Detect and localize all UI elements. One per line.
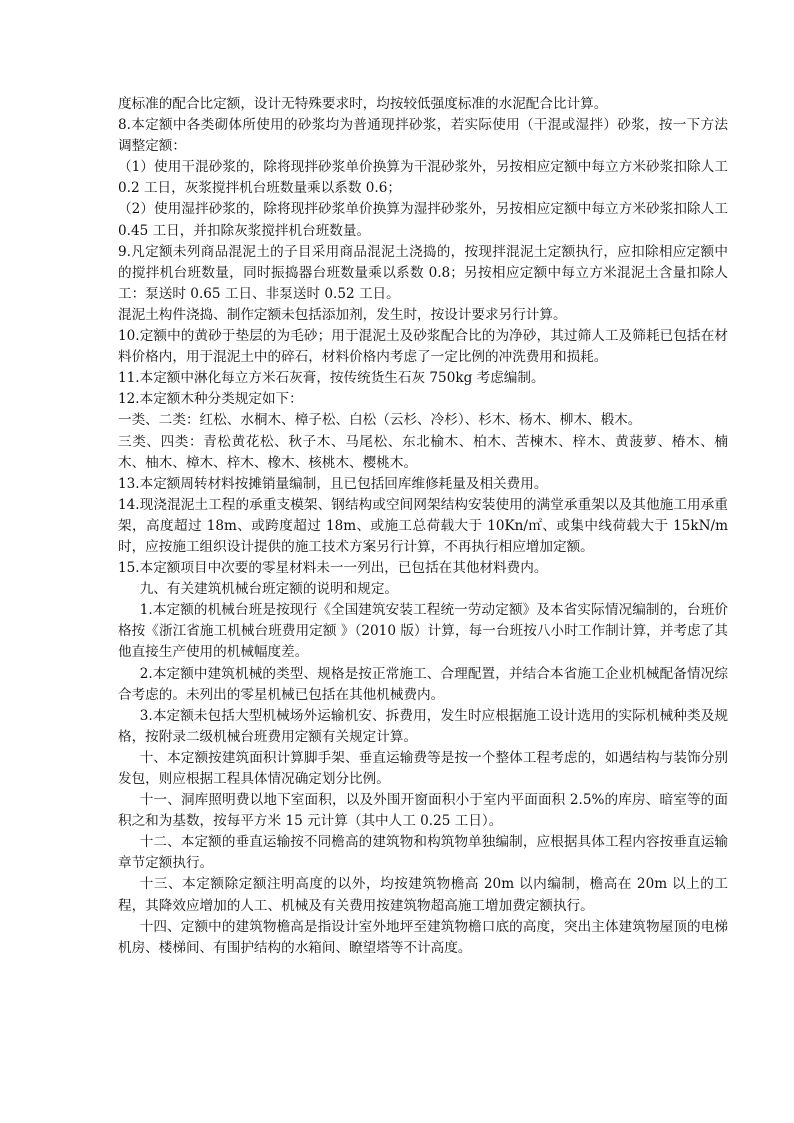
paragraph-item-8-1: （1）使用干混砂浆的，除将现拌砂浆单价换算为干混砂浆外，另按相应定额中每立方米砂浆扣除人工 0.2 工日，灰浆搅拌机台班数量乘以系数 0.6； [118, 159, 728, 197]
paragraph-item-10: 10.定额中的黄砂于垫层的为毛砂；用于混泥土及砂浆配合比的为净砂，其过筛人工及筛耗已包括在材料价格内，用于混泥土中的碎石，材料价格内考虑了一定比例的冲洗费用和损耗。 [118, 328, 728, 366]
document-page [118, 94, 728, 959]
paragraph-machine-2: 2.本定额中建筑机械的类型、规格是按正常施工、合理配置，并结合本省施工企业机械配备情况综合考虑的。未列出的零星机械已包括在其他机械费内。 [118, 665, 728, 703]
paragraph-item-12: 12.本定额木种分类规定如下： [118, 391, 303, 408]
section-13: 十三、本定额除定额注明高度的以外，均按建筑物檐高 20m 以内编制，檐高在 20m 以上的工程，其降效应增加的人工、机械及有关费用按建筑物超高施工增加费定额执行。 [118, 876, 728, 914]
paragraph-wood-class-1-2: 一类、二类：红松、水桐木、樟子松、白松（云杉、冷杉）、杉木、杨木、柳木、椴木。 [118, 412, 642, 429]
section-12: 十二、本定额的垂直运输按不同檐高的建筑物和构筑物单独编制，应根据具体工程内容按垂直运输章节定额执行。 [118, 834, 728, 872]
section-heading-9: 九、有关建筑机械台班定额的说明和规定。 [139, 581, 399, 598]
paragraph-additive-note: 混泥土构件浇捣、制作定额未包括添加剂，发生时，按设计要求另行计算。 [118, 306, 567, 323]
paragraph-item-8: 8.本定额中各类砌体所使用的砂浆均为普通现拌砂浆，若实际使用（干混或湿拌）砂浆，按一下方法调整定额： [118, 117, 728, 155]
paragraph-item-9: 9.凡定额未列商品混泥土的子目采用商品混泥土浇捣的，按现拌混泥土定额执行，应扣除相应定额中的搅拌机台班数量，同时振捣器台班数量乘以系数 0.8；另按相应定额中每立方米混泥土含量扣除人工：泵送时 0.65 工日、非泵送时 0.52 工日。 [118, 243, 728, 302]
paragraph-machine-1: 1.本定额的机械台班是按现行《全国建筑安装工程统一劳动定额》及本省实际情况编制的，台班价格按《浙江省施工机械台班费用定额 》（2010 版）计算，每一台班按八小时工作制计算，并考虑了其他直接生产使用的机械幅度差。 [118, 602, 728, 661]
paragraph-continuation: 度标准的配合比定额，设计无特殊要求时，均按较低强度标准的水泥配合比计算。 [118, 96, 608, 112]
paragraph-item-14: 14.现浇混泥土工程的承重支模架、钢结构或空间网架结构安装使用的满堂承重架以及其他施工用承重架，高度超过 18m、或跨度超过 18m、或施工总荷载大于 10Kn/㎡、或集中线荷载大于 15kN/m 时，应按施工组织设计提供的施工技术方案另行计算，不再执行相应增加定额。 [118, 496, 728, 555]
section-14: 十四、定额中的建筑物檐高是指设计室外地坪至建筑物檐口底的高度，突出主体建筑物屋顶的电梯机房、楼梯间、有围护结构的水箱间、瞭望塔等不计高度。 [118, 918, 728, 956]
paragraph-machine-3: 3.本定额未包括大型机械场外运输机安、拆费用，发生时应根据施工设计选用的实际机械种类及规格，按附录二级机械台班费用定额有关规定计算。 [118, 707, 728, 745]
paragraph-item-8-2: （2）使用湿拌砂浆的，除将现拌砂浆单价换算为湿拌砂浆外，另按相应定额中每立方米砂浆扣除人工 0.45 工日，并扣除灰浆搅拌机台班数量。 [118, 201, 728, 239]
paragraph-item-11: 11.本定额中淋化每立方米石灰膏，按传统货生石灰 750kg 考虑编制。 [118, 370, 545, 387]
section-11: 十一、洞库照明费以地下室面积，以及外围开窗面积小于室内平面面积 2.5%的库房、暗室等的面积之和为基数，按每平方米 15 元计算（其中人工 0.25 工日）。 [118, 792, 728, 830]
paragraph-wood-class-3-4: 三类、四类：青松黄花松、秋子木、马尾松、东北榆木、柏木、苦楝木、梓木、黄菠萝、椿木、楠木、柚木、樟木、梓木、橡木、核桃木、樱桃木。 [118, 433, 728, 471]
section-10: 十、本定额按建筑面积计算脚手架、垂直运输费等是按一个整体工程考虑的，如遇结构与装饰分别发包，则应根据工程具体情况确定划分比例。 [118, 749, 728, 787]
paragraph-item-13: 13.本定额周转材料按摊销量编制，且已包括回库维修耗量及相关费用。 [118, 475, 548, 492]
paragraph-item-15: 15.本定额项目中次要的零星材料未一一列出，已包括在其他材料费内。 [118, 560, 548, 577]
